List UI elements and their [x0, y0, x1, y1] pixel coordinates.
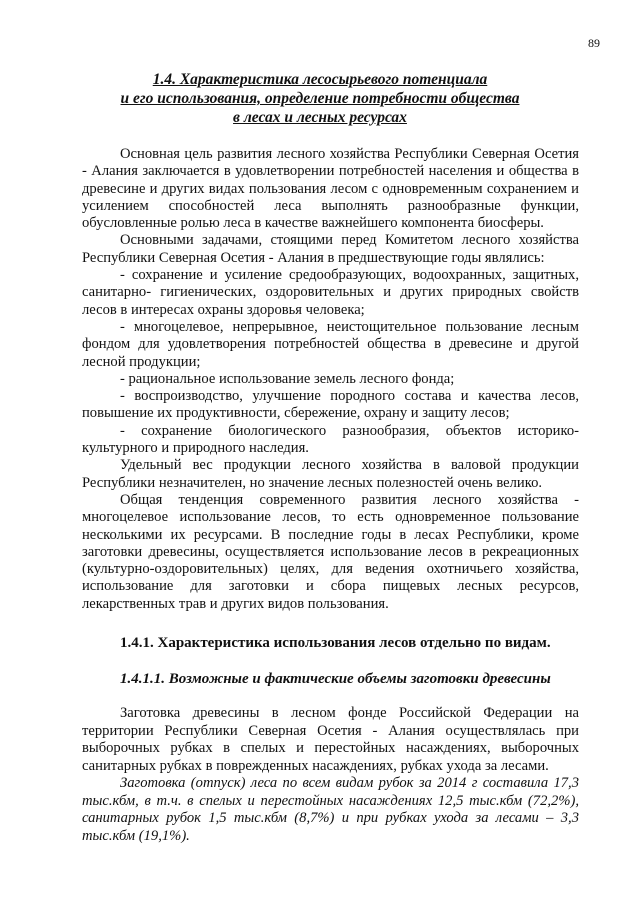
section-title-line-1: 1.4. Характеристика лесосырьевого потенциала — [152, 71, 488, 88]
paragraph-harvest: Заготовка древесины в лесном фонде Российской Федерации на территории Республики Северная Осетия - Алания осуществлялась при выборочных рубках в спелых и перестойных насаждениях, выборочных санитарных рубках в поврежденных насаждениях, рубках ухода за лесами. — [82, 705, 579, 774]
paragraph-harvest-volumes: Заготовка (отпуск) леса по всем видам рубок за 2014 г составила 17,3 тыс.кбм, в т.ч. в спелых и перестойных насаждениях 12,5 тыс.кбм (72,2%), санитарных рубок 1,5 тыс.кбм (8,7%) и при рубках ухода за лесами – 3,3 тыс.кбм (19,1%). — [82, 775, 579, 844]
task-item: - рациональное использование земель лесного фонда; — [120, 370, 455, 387]
paragraph-tasks-intro: Основными задачами, стоящими перед Комитетом лесного хозяйства Республики Северная Осетия - Алания в предшествующие годы являлись: — [82, 232, 579, 266]
task-item: - сохранение и усиление средообразующих, водоохранных, защитных, санитарно- гигиенических, оздоровительных и других природных свойств лесов в интересах охраны здоровья человека; — [82, 267, 579, 318]
subsubsection-heading: 1.4.1.1. Возможные и фактические объемы заготовки древесины — [120, 671, 551, 687]
task-item: - многоцелевое, непрерывное, неистощительное пользование лесным фондом для удовлетворения потребностей общества в древесине и другой лесной продукции; — [82, 318, 579, 370]
subsection-heading: 1.4.1. Характеристика использования лесов отдельно по видам. — [120, 635, 551, 651]
task-item: - сохранение биологического разнообразия, объектов историко- культурного и природного наследия. — [82, 422, 579, 457]
section-title — [60, 70, 580, 127]
section-title-line-3: в лесах и лесных ресурсах — [233, 109, 407, 126]
paragraph-main-goal: Основная цель развития лесного хозяйства Республики Северная Осетия - Алания заключается в удовлетворении потребностей населения и общества в древесине и других видах пользования лесом с одновременным сохранением и усилением способностей леса выполнять разнообразные функции, обусловленные ролью леса в качестве важнейшего компонента биосферы. — [82, 146, 579, 232]
main-text — [82, 146, 579, 613]
page-number: 89 — [588, 36, 600, 50]
section-title-line-2: и его использования, определение потребности общества — [120, 90, 520, 107]
paragraph-share: Удельный вес продукции лесного хозяйства в валовой продукции Республики незначителен, но значение лесных полезностей очень велико. — [82, 457, 579, 491]
harvest-text — [82, 705, 579, 845]
paragraph-trend: Общая тенденция современного развития лесного хозяйства - многоцелевое использование лесов, то есть одновременное пользование несколькими их ресурсами. В последние годы в лесах Республики, кроме заготовки древесины, осуществляется использование лесов в рекреационных (культурно-оздоровительных) целях, для ведения охотничьего хозяйства, использование для заготовки и сбора пищевых лесных ресурсов, лекарственных трав и других видов пользования. — [82, 491, 579, 612]
task-item: - воспроизводство, улучшение породного состава и качества лесов, повышение их продуктивности, сбережение, охрану и защиту лесов; — [82, 388, 579, 422]
